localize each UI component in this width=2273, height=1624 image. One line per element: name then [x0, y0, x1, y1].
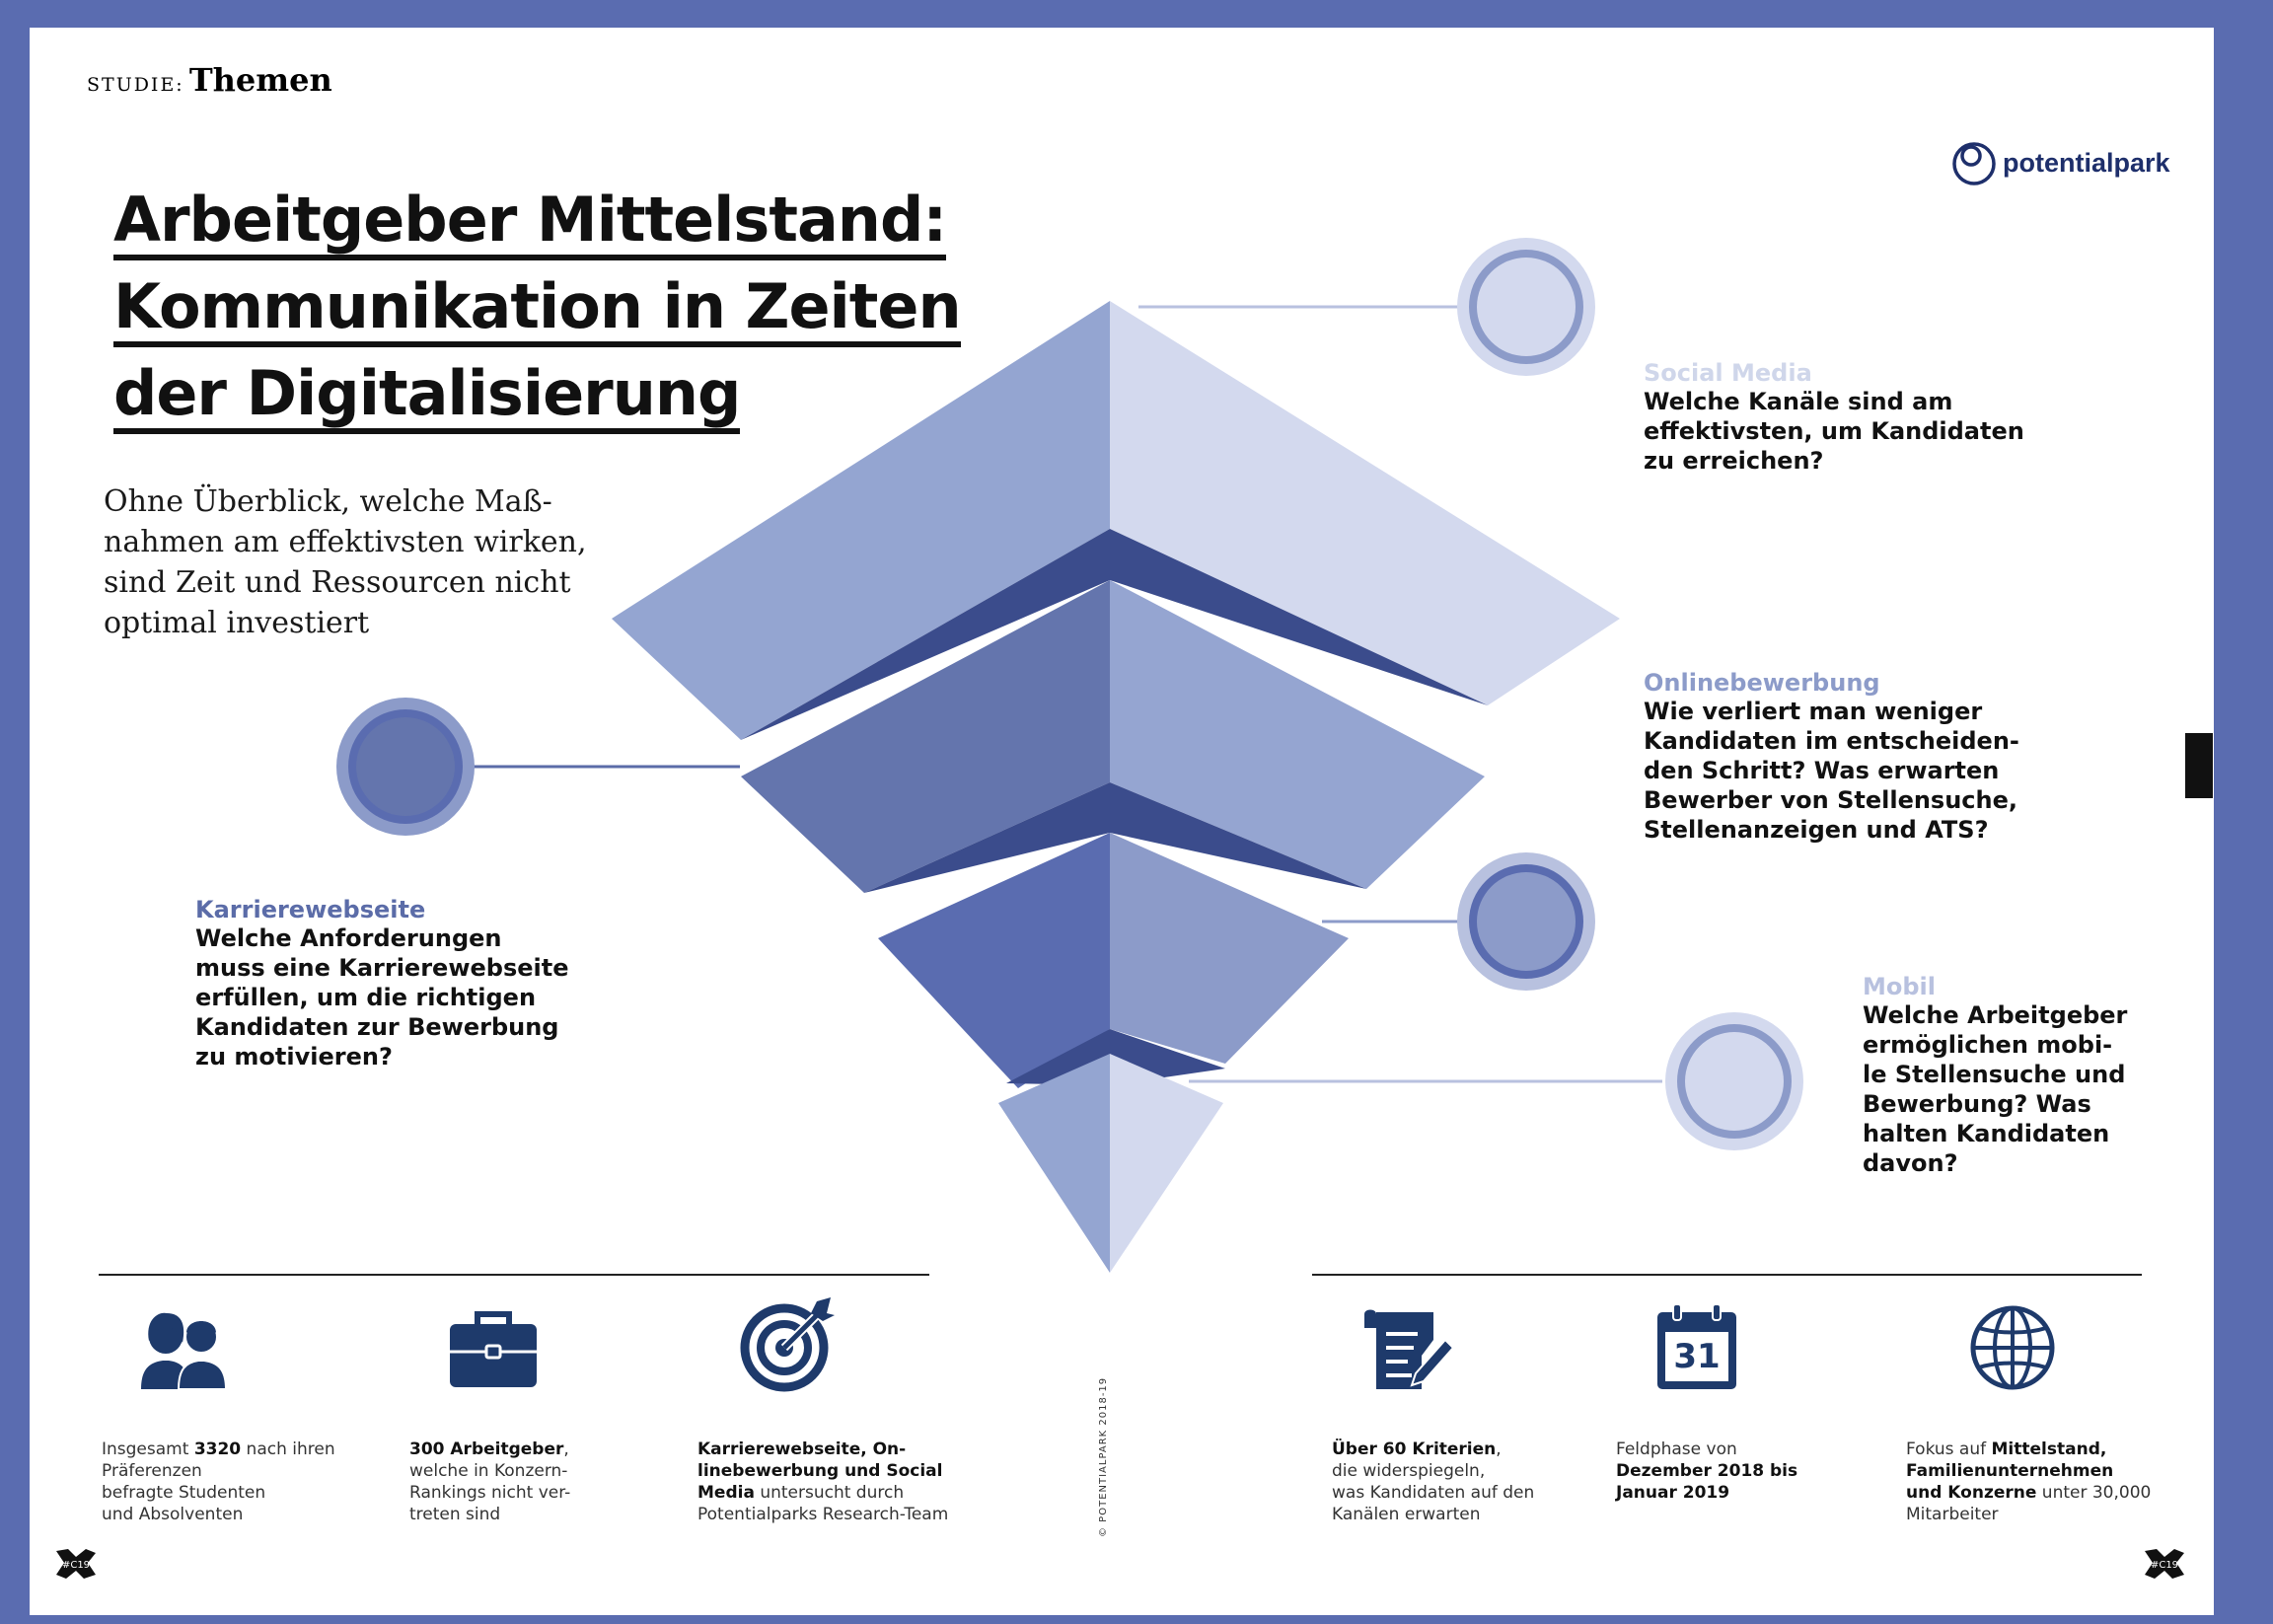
topic-social-media	[1644, 359, 2024, 476]
stat-line: was Kandidaten auf den	[1332, 1483, 1535, 1503]
stat-line: Kanälen erwarten	[1332, 1505, 1481, 1524]
circle-karrierewebseite	[336, 698, 475, 836]
logo-text: potentialpark	[2003, 147, 2170, 178]
calendar-icon	[1648, 1298, 1746, 1397]
stat-text-part: Insgesamt	[102, 1439, 194, 1459]
topic-label: Karrierewebseite	[195, 896, 426, 923]
stat-text-part: Fokus auf	[1906, 1439, 1992, 1459]
stat-line: und Absolventen	[102, 1505, 244, 1524]
calendar-day: 31	[1673, 1337, 1721, 1376]
section-prefix: STUDIE:	[87, 74, 184, 96]
people-icon	[131, 1295, 230, 1394]
stat-highlight: Dezember 2018 bis	[1616, 1461, 1798, 1481]
intro-line: optimal investiert	[104, 606, 370, 640]
topic-onlinebewerbung	[1644, 669, 2019, 845]
question-line: erfüllen, um die richtigen	[195, 984, 537, 1011]
stat-respondents	[102, 1439, 335, 1525]
side-tab	[2185, 733, 2213, 798]
question-line: Kandidaten zur Bewerbung	[195, 1013, 559, 1041]
stat-line: die widerspiegeln,	[1332, 1461, 1486, 1481]
title-line-1: Arbeitgeber Mittelstand:	[113, 185, 946, 260]
topic-question	[195, 923, 569, 1071]
title-line-2: Kommunikation in Zeiten	[113, 272, 961, 347]
document-pen-icon	[1356, 1300, 1455, 1399]
briefcase-icon	[444, 1300, 543, 1399]
question-line: Welche Arbeitgeber	[1863, 1001, 2128, 1029]
stat-field-phase	[1616, 1439, 1797, 1504]
question-line: zu erreichen?	[1644, 447, 1824, 475]
topic-karrierewebseite	[195, 896, 569, 1071]
stat-employers	[409, 1439, 570, 1525]
question-line: le Stellensuche und	[1863, 1061, 2126, 1088]
question-line: muss eine Karrierewebseite	[195, 954, 569, 982]
question-line: Welche Anforderungen	[195, 924, 502, 952]
intro-line: sind Zeit und Ressourcen nicht	[104, 565, 571, 600]
stat-highlight: Karrierewebseite, On-	[697, 1439, 907, 1459]
stat-highlight: Media	[697, 1483, 755, 1503]
topic-label: Mobil	[1863, 973, 1937, 1000]
stat-line: treten sind	[409, 1505, 501, 1524]
title-line-3: der Digitalisierung	[113, 359, 740, 434]
stat-text-part: ,	[1496, 1439, 1502, 1459]
section-title: Themen	[188, 61, 332, 99]
layer-tip-right	[1110, 1054, 1223, 1273]
intro-line: Ohne Überblick, welche Maß-	[104, 484, 552, 519]
stat-highlight: Mittelstand,	[1991, 1439, 2107, 1459]
stat-text-part: nach ihren	[241, 1439, 335, 1459]
stat-highlight: linebewerbung und Social	[697, 1461, 943, 1481]
copyright-text: © POTENTIALPARK 2018-19	[1098, 1376, 1109, 1537]
topic-question	[1644, 387, 2024, 476]
stat-highlight: 300 Arbeitgeber	[409, 1439, 564, 1459]
copyright	[1078, 1330, 1109, 1537]
topic-mobil	[1863, 973, 2127, 1178]
topic-label: Onlinebewerbung	[1644, 669, 1880, 697]
intro-line: nahmen am effektivsten wirken,	[104, 525, 587, 559]
question-line: den Schritt? Was erwarten	[1644, 757, 2000, 784]
question-line: Wie verliert man weniger	[1644, 698, 1983, 725]
topic-question	[1644, 697, 2019, 845]
badge-left	[54, 1547, 98, 1585]
stat-line: Rankings nicht ver-	[409, 1483, 571, 1503]
divider-left	[99, 1274, 929, 1276]
badge-right	[2143, 1547, 2186, 1585]
question-line: Stellenanzeigen und ATS?	[1644, 816, 1989, 844]
stat-text-part: unter 30,000	[2036, 1483, 2152, 1503]
question-line: halten Kandidaten	[1863, 1120, 2110, 1147]
stat-focus	[1906, 1439, 2151, 1525]
globe-icon	[1963, 1298, 2062, 1397]
stat-channels	[697, 1439, 948, 1525]
page	[30, 28, 2214, 1615]
stat-highlight: und Konzerne	[1906, 1483, 2037, 1503]
badge-left-text: #C19	[61, 1560, 91, 1571]
question-line: zu motivieren?	[195, 1043, 393, 1070]
stat-highlight: Familienunternehmen	[1906, 1461, 2114, 1481]
divider-right	[1312, 1274, 2142, 1276]
stat-line: Präferenzen	[102, 1461, 202, 1481]
stat-criteria	[1332, 1439, 1534, 1525]
question-line: davon?	[1863, 1149, 1958, 1177]
stat-line: Potentialparks Research-Team	[697, 1505, 949, 1524]
stat-text-part: ,	[563, 1439, 569, 1459]
topic-question	[1863, 1000, 2127, 1178]
stat-highlight: Januar 2019	[1616, 1483, 1730, 1503]
question-line: effektivsten, um Kandidaten	[1644, 417, 2024, 445]
stat-line: befragte Studenten	[102, 1483, 266, 1503]
stat-highlight: 3320	[193, 1439, 242, 1459]
circle-mobil	[1665, 1012, 1803, 1150]
stat-highlight: Über 60 Kriterien	[1332, 1439, 1497, 1459]
question-line: Bewerbung? Was	[1863, 1090, 2091, 1118]
topic-label: Social Media	[1644, 359, 1812, 387]
question-line: ermöglichen mobi-	[1863, 1031, 2113, 1059]
stat-line: Feldphase von	[1616, 1439, 1737, 1459]
stat-line: Mitarbeiter	[1906, 1505, 1999, 1524]
question-line: Welche Kanäle sind am	[1644, 388, 1953, 415]
stat-text-part: untersucht durch	[754, 1483, 905, 1503]
layer-tip-left	[998, 1054, 1110, 1273]
question-line: Bewerber von Stellensuche,	[1644, 786, 2018, 814]
circle-onlinebewerbung	[1457, 852, 1595, 991]
circle-social-media	[1457, 238, 1595, 376]
question-line: Kandidaten im entscheiden-	[1644, 727, 2019, 755]
badge-right-text: #C19	[2150, 1560, 2179, 1571]
target-icon	[740, 1293, 839, 1392]
stat-line: welche in Konzern-	[409, 1461, 568, 1481]
